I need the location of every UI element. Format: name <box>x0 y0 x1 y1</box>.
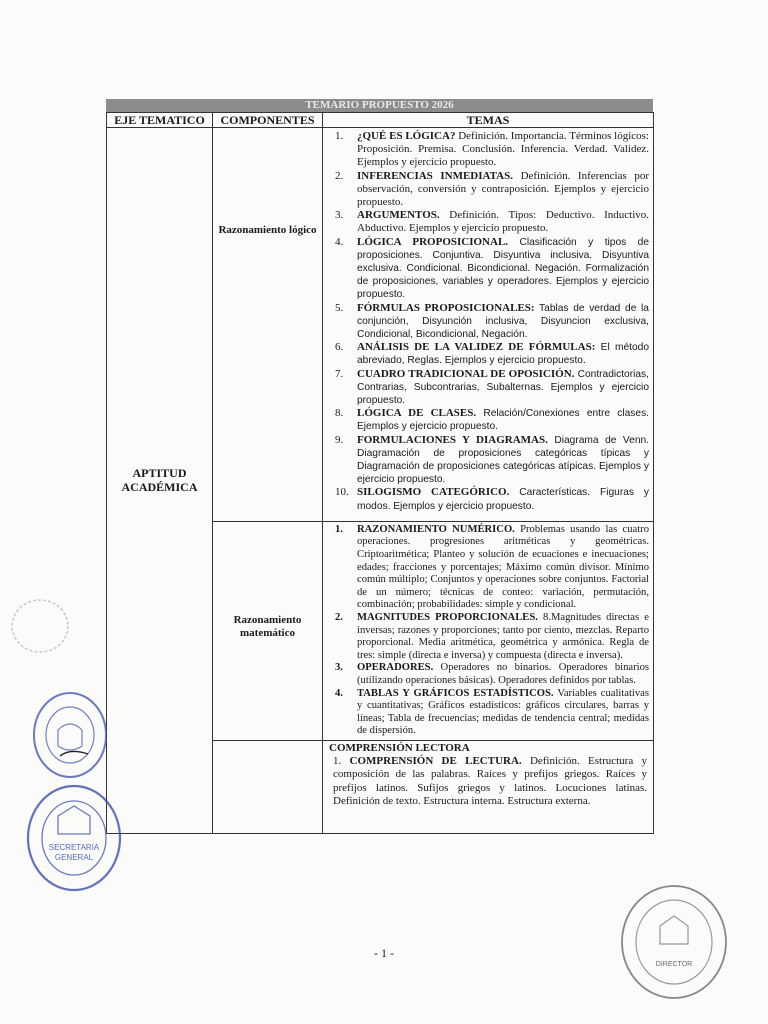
list-item: 6. ANÁLISIS DE LA VALIDEZ DE FÓRMULAS: El método abreviado, Reglas. Ejemplos y ejercicio propuesto. <box>335 341 649 367</box>
faded-seal-icon <box>8 596 72 656</box>
logic-topic-list <box>323 128 653 515</box>
list-item: 9. FORMULACIONES Y DIAGRAMAS. Diagrama de Venn. Diagramación de proposiciones categóricas típicas y Diagramación de proposiciones categóricas atípicas. Ejemplos y ejercicio propuesto. <box>335 433 649 486</box>
header-topics: TEMAS <box>323 113 654 128</box>
syllabus-table <box>106 112 654 834</box>
list-item: 2. MAGNITUDES PROPORCIONALES. 8.Magnitudes directas e inversas; razones y proporciones; tanto por ciento, mezclas. Reparto proporcional. Media aritmética, geométrica y armónica. Regla de tres: simple (directa e inversa) y compuesta (directa e inversa). <box>335 612 649 661</box>
seal-doctorado-icon <box>30 690 110 780</box>
component-label-math: Razonamiento matemático <box>233 613 302 639</box>
list-item: 4. TABLAS Y GRÁFICOS ESTADÍSTICOS. Variables cualitativas y cuantitativas; Gráficos estadísticos: gráficos circulares, barras y líneas; Tabla de frecuencias; medidas de tendencia central; medidas de dispersión. <box>335 687 649 737</box>
list-item: 10. SILOGISMO CATEGÓRICO. Características. Figuras y modos. Ejemplos y ejercicio propuesto. <box>335 486 649 512</box>
component-cell-logic <box>213 128 323 522</box>
math-topic-list <box>323 522 653 740</box>
reading-heading: COMPRENSIÓN LECTORA <box>329 741 470 754</box>
list-item: 8. LÓGICA DE CLASES. Relación/Conexiones entre clases. Ejemplos y ejercicio propuesto. <box>335 407 649 433</box>
page-number: - 1 - <box>374 946 394 960</box>
component-cell-reading <box>213 740 323 833</box>
seal-secretaria-general-icon <box>24 782 124 894</box>
component-cell-math <box>213 521 323 740</box>
table-header-row <box>107 113 654 128</box>
list-item: 1. RAZONAMIENTO NUMÉRICO. Problemas usando las cuatro operaciones. progresiones aritméticas y geométricas. Criptoaritmética; Planteo y solución de ecuaciones e inecuaciones; edades; fracciones y porcentajes; Máximo común divisor. Mínimo común múltiplo; Conjuntos y operaciones sobre conjuntos. Factorial de un número; técnicas de conteo: variación, permutación, combinación; probabilidades: simple y condicional. <box>335 523 649 611</box>
svg-text:GENERAL: GENERAL <box>54 853 94 862</box>
list-item: 5. FÓRMULAS PROPOSICIONALES: Tablas de verdad de la conjunción, Disyunción inclusiva, Disyuncion exclusiva, Condicional, Bicondicional, Negación. <box>335 301 649 341</box>
svg-text:DIRECTOR: DIRECTOR <box>655 961 693 968</box>
axis-label: APTITUD ACADÉMICA <box>121 466 198 495</box>
list-item: 4. LÓGICA PROPOSICIONAL. Clasificación y tipos de proposiciones. Conjuntiva. Disyuntiva inclusiva. Disyuntiva exclusiva. Condicional. Bicondicional. Negación. Formalización de proposiciones, variables y operadores. Ejemplos y ejercicio propuesto. <box>335 235 649 301</box>
header-components: COMPONENTES <box>213 113 323 128</box>
logic-row <box>107 128 654 522</box>
svg-text:SECRETARIA: SECRETARIA <box>48 843 100 852</box>
list-item: 1. ¿QUÉ ES LÓGICA? Definición. Importancia. Términos lógicos: Proposición. Premisa. Conclusión. Inferencia. Verdad. Validez. Ejemplos y ejercicio propuesto. <box>335 130 649 169</box>
topics-cell-logic <box>323 128 654 522</box>
document-banner: TEMARIO PROPUESTO 2026 <box>106 99 653 112</box>
header-axis: EJE TEMATICO <box>107 113 213 128</box>
list-item: 2. INFERENCIAS INMEDIATAS. Definición. Inferencias por observación, conversión y contraposición. Ejemplos y ejercicio propuesto. <box>335 169 650 209</box>
list-item: 7. CUADRO TRADICIONAL DE OPOSICIÓN. Contradictorias, Contrarias, Subcontrarias, Subalternas. Ejemplos y ejercicio propuesto. <box>335 367 649 407</box>
topics-cell-reading <box>323 740 654 833</box>
component-label-logic: Razonamiento lógico <box>218 224 317 237</box>
axis-cell <box>107 128 213 834</box>
list-item: 3. ARGUMENTOS. Definición. Tipos: Deductivo. Inductivo. Abductivo. Ejemplos y ejercicio propuesto. <box>335 209 649 235</box>
list-item: 3. OPERADORES. Operadores no binarios. Operadores binarios (utilizando operaciones básicas). Operadores definidos por tablas. <box>335 662 649 687</box>
list-item: 1. COMPRENSIÓN DE LECTURA. Definición. Estructura y composición de las palabras. Raíces y prefijos griegos. Raíces y prefijos latinos. Sufijos griegos y latinos. Locuciones latinas. Definición de texto. Estructura interna. Estructura externa. <box>333 755 648 807</box>
topics-cell-math <box>323 521 654 740</box>
seal-director-icon <box>618 882 730 1002</box>
